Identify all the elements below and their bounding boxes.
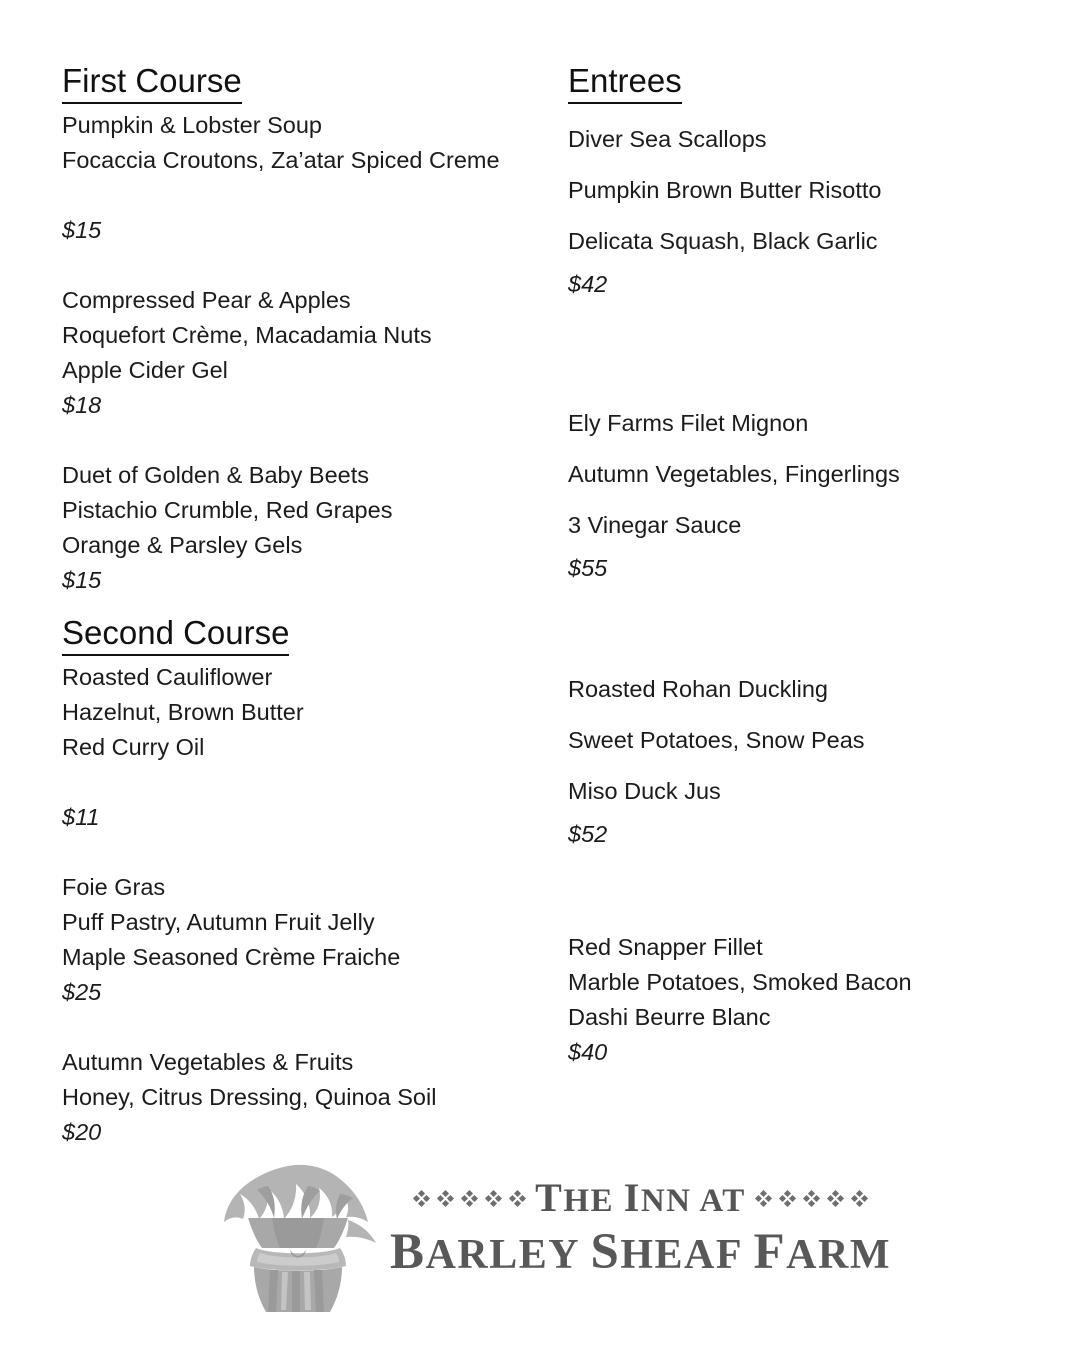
wheat-sheaf-icon (212, 1160, 384, 1320)
diamond-ornament-left (414, 1191, 525, 1206)
menu-item-price: $42 (568, 270, 608, 297)
logo-text-barley-sheaf-farm: BARLEY SHEAF FARM (390, 1224, 891, 1280)
menu-item-price: $55 (568, 554, 608, 581)
menu-item-description: Delicata Squash, Black Garlic (568, 227, 878, 254)
menu-item-price: $11 (62, 803, 100, 830)
menu-item-description: Hazelnut, Brown Butter (62, 698, 304, 725)
section-second-course (62, 614, 505, 660)
menu-item-title: Diver Sea Scallops (568, 125, 767, 152)
menu-item (62, 458, 505, 598)
logo-wordmark (384, 1160, 891, 1282)
spacer (62, 178, 505, 213)
section-heading-first-course: First Course (62, 62, 242, 104)
spacer (62, 423, 505, 458)
menu-item-price: $52 (568, 820, 608, 847)
section-entrees (568, 62, 1010, 114)
menu-item-title: Red Snapper Fillet (568, 933, 763, 960)
menu-item-description: Autumn Vegetables, Fingerlings (568, 460, 900, 487)
menu-item-description: Puff Pastry, Autumn Fruit Jelly (62, 908, 375, 935)
spacer (62, 835, 505, 870)
section-first-course (62, 62, 505, 108)
menu-item (568, 930, 1010, 1070)
menu-item (568, 398, 1010, 586)
section-heading-second-course: Second Course (62, 614, 289, 656)
spacer (568, 302, 1010, 398)
menu-item-description: Honey, Citrus Dressing, Quinoa Soil (62, 1083, 437, 1110)
right-column (505, 62, 1010, 1070)
menu-item-description: Pumpkin Brown Butter Risotto (568, 176, 882, 203)
section-heading-entrees: Entrees (568, 62, 682, 104)
menu-item (62, 870, 505, 1010)
restaurant-logo (212, 1160, 891, 1320)
menu-item (568, 664, 1010, 852)
menu-item-description: Orange & Parsley Gels (62, 531, 303, 558)
spacer (62, 1010, 505, 1045)
menu-item-price: $20 (62, 1118, 102, 1145)
menu-item-description: Miso Duck Jus (568, 777, 721, 804)
logo-line-inn-at (390, 1175, 891, 1220)
menu-item-description: Dashi Beurre Blanc (568, 1003, 771, 1030)
menu-item-description: Apple Cider Gel (62, 356, 228, 383)
spacer (62, 765, 505, 800)
menu-item-title: Autumn Vegetables & Fruits (62, 1048, 354, 1075)
menu-item-title: Pumpkin & Lobster Soup (62, 111, 322, 138)
menu-item-description: Red Curry Oil (62, 733, 205, 760)
menu-item (568, 114, 1010, 302)
menu-item-title: Ely Farms Filet Mignon (568, 409, 809, 436)
menu-item-title: Duet of Golden & Baby Beets (62, 461, 369, 488)
menu-item (62, 660, 505, 835)
spacer (568, 586, 1010, 664)
menu-item (62, 1045, 505, 1150)
menu-item-title: Roasted Cauliflower (62, 663, 273, 690)
menu-item-description: Sweet Potatoes, Snow Peas (568, 726, 865, 753)
left-column (0, 62, 505, 1150)
menu-item-title: Foie Gras (62, 873, 166, 900)
menu-columns (0, 62, 1080, 1150)
menu-item-price: $15 (62, 566, 102, 593)
menu-item-description: Maple Seasoned Crème Fraiche (62, 943, 401, 970)
menu-item-title: Compressed Pear & Apples (62, 286, 351, 313)
menu-item-description: Focaccia Croutons, Za’atar Spiced Creme (62, 146, 500, 173)
diamond-ornament-right (756, 1191, 867, 1206)
logo-text-inn-at: THE INN AT (535, 1175, 746, 1220)
spacer (568, 852, 1010, 930)
spacer (62, 248, 505, 283)
menu-item (62, 283, 505, 423)
menu-item-description: 3 Vinegar Sauce (568, 511, 742, 538)
menu-item-price: $40 (568, 1038, 608, 1065)
menu-item-description: Roquefort Crème, Macadamia Nuts (62, 321, 432, 348)
menu-item-description: Pistachio Crumble, Red Grapes (62, 496, 393, 523)
menu-item-price: $25 (62, 978, 102, 1005)
menu-item-description: Marble Potatoes, Smoked Bacon (568, 968, 912, 995)
menu-item-price: $18 (62, 391, 102, 418)
menu-item-title: Roasted Rohan Duckling (568, 675, 828, 702)
menu-item-price: $15 (62, 216, 102, 243)
menu-item (62, 108, 505, 248)
